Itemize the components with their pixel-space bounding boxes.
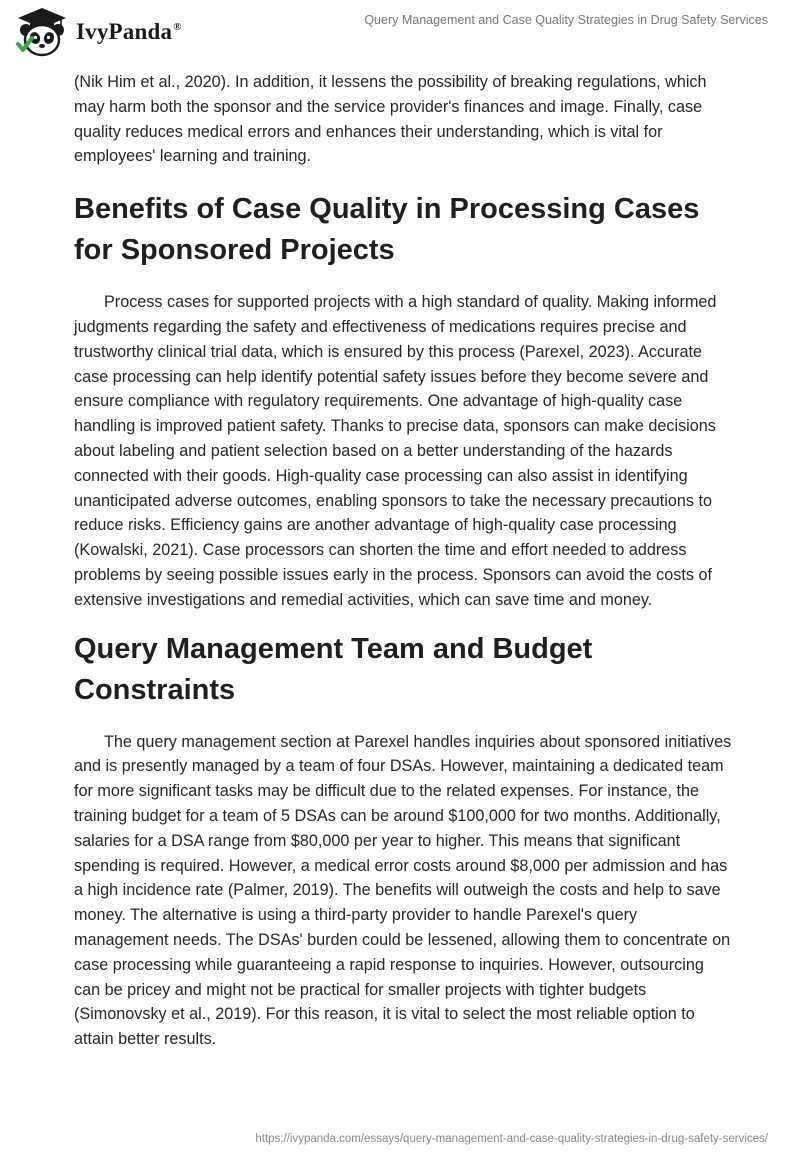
panda-graduate-icon <box>14 6 70 58</box>
source-url[interactable]: https://ivypanda.com/essays/query-management-and-case-quality-strategies-in-drug-safety-services/ <box>255 1133 768 1145</box>
ivypanda-logo[interactable] <box>14 6 182 58</box>
brand-name: IvyPanda® <box>76 19 182 44</box>
registered-mark: ® <box>173 21 182 34</box>
document-title: Query Management and Case Quality Strategies in Drug Safety Services <box>364 13 768 27</box>
intro-paragraph: (Nik Him et al., 2020). In addition, it lessens the possibility of breaking regulations, which may harm both the sponsor and the service provider's finances and image. Finally, case quality reduces medical errors and enhances their understanding, which is vital for employees' learning and training. <box>74 73 707 166</box>
essay-content <box>74 70 734 1052</box>
section-heading-query-management: Query Management Team and Budget Constraints <box>74 632 593 706</box>
page-header <box>0 0 800 64</box>
section-heading-case-quality: Benefits of Case Quality in Processing Cases for Sponsored Projects <box>74 193 700 267</box>
section-paragraph-case-quality: Process cases for supported projects with a high standard of quality. Making informed judgments regarding the safety and effectiveness of medications requires precise and trustworthy clinical trial data, which is ensured by this process (Parexel, 2023). Accurate case processing can help identify potential safety issues before they become severe and ensure compliance with regulatory requirements. One advantage of high-quality case handling is improved patient safety. Thanks to precise data, sponsors can make decisions about labeling and patient selection based on a better understanding of the hazards connected with their goods. High-quality case processing can also assist in identifying unanticipated adverse outcomes, enabling sponsors to take the necessary precautions to reduce risks. Efficiency gains are another advantage of high-quality case processing (Kowalski, 2021). Case processors can shorten the time and effort needed to address problems by seeing possible issues early in the process. Sponsors can avoid the costs of extensive investigations and remedial activities, which can save time and money. <box>74 293 717 609</box>
section-paragraph-query-management: The query management section at Parexel handles inquiries about sponsored initiatives and is presently managed by a team of four DSAs. However, maintaining a dedicated team for more significant tasks may be difficult due to the related expenses. For instance, the training budget for a team of 5 DSAs can be around $100,000 for two months. Additionally, salaries for a DSA range from $80,000 per year to higher. This means that significant spending is required. However, a medical error costs around $8,000 per admission and has a high incidence rate (Palmer, 2019). The benefits will outweigh the costs and help to save money. The alternative is using a third-party provider to handle Parexel's query management needs. The DSAs' burden could be lessened, allowing them to concentrate on case processing while guaranteeing a rapid response to inquiries. However, outsourcing can be pricey and might not be practical for smaller projects with tighter budgets (Simonovsky et al., 2019). For this reason, it is vital to select the most reliable option to attain better results. <box>74 732 732 1049</box>
